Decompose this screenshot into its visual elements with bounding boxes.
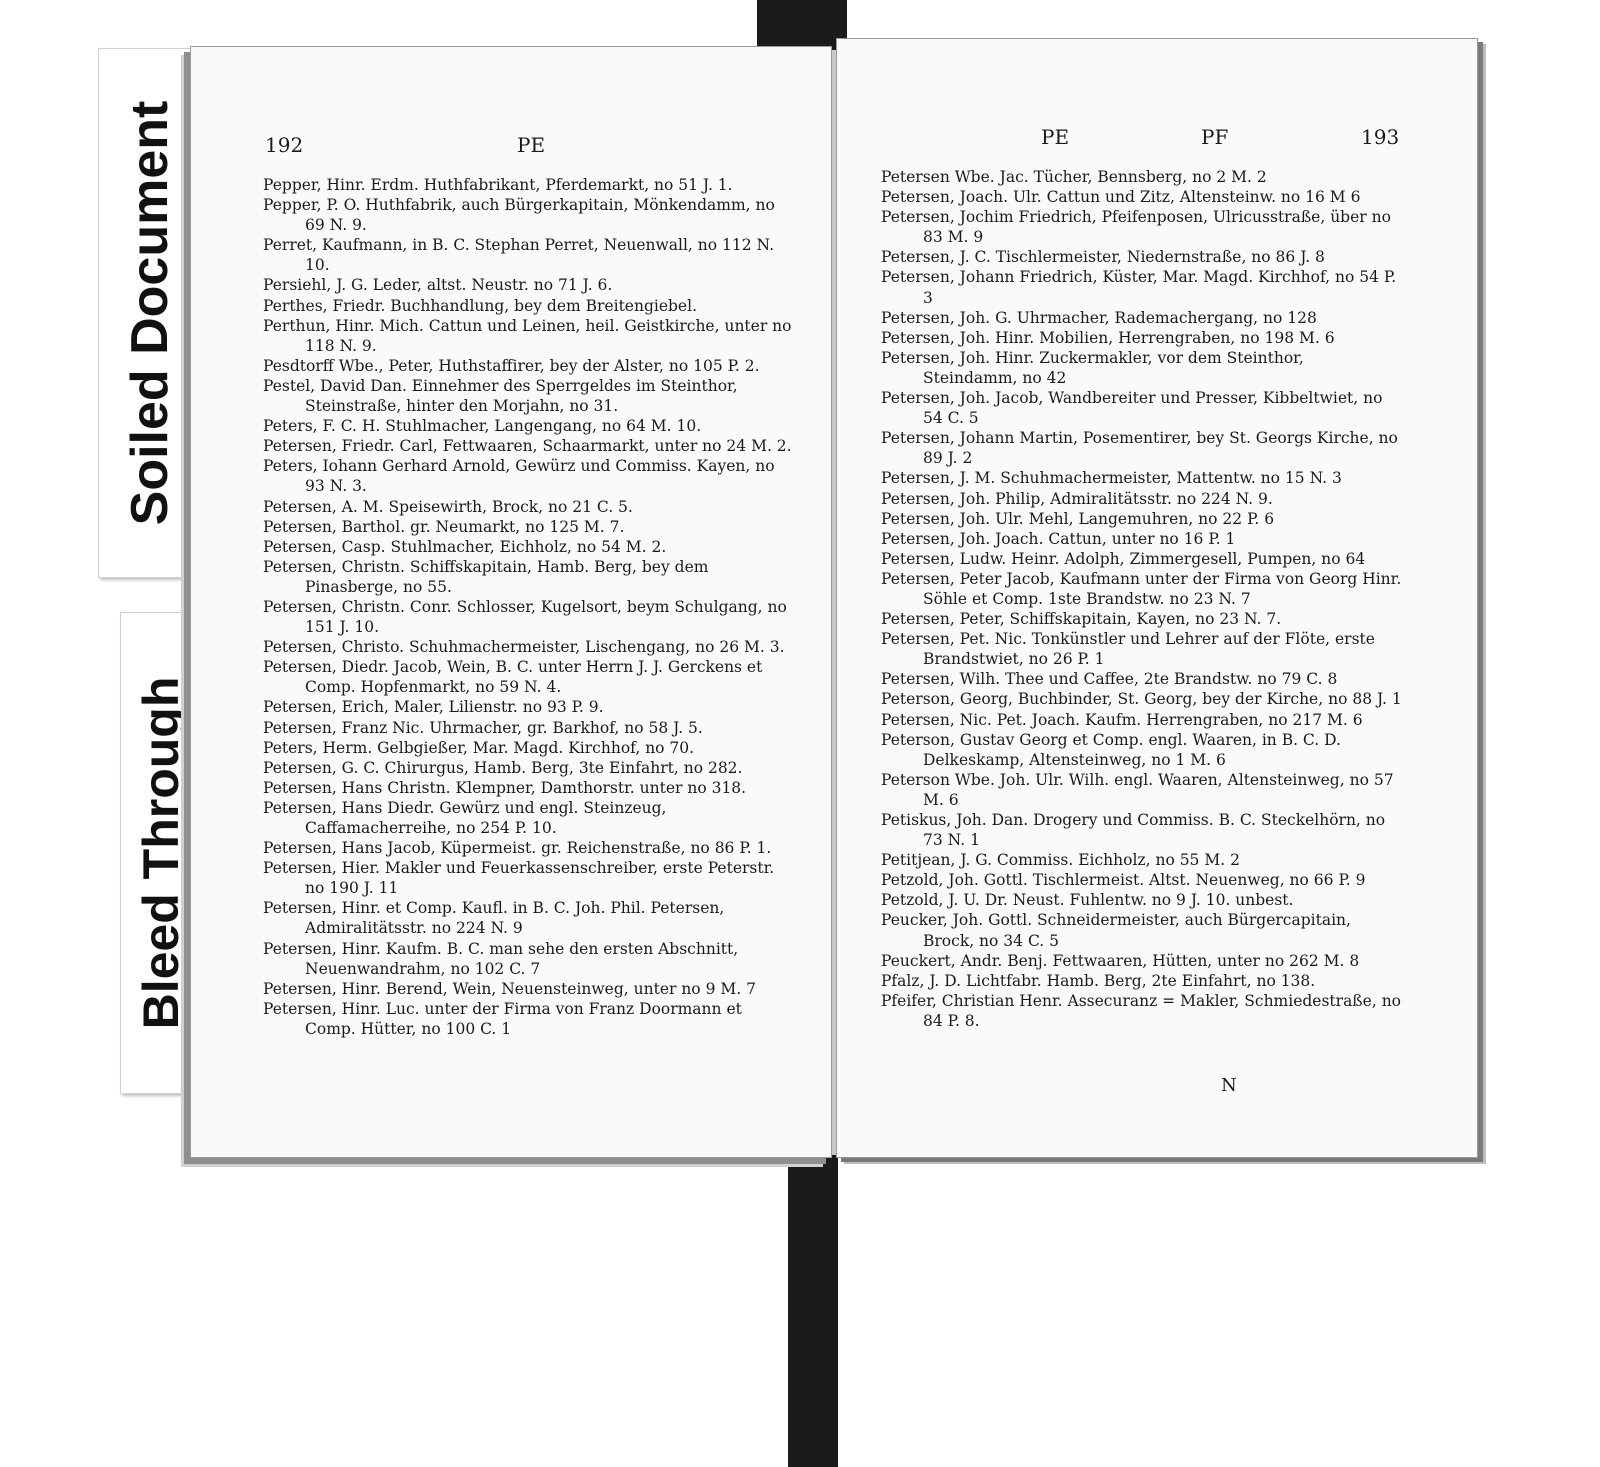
right-page-header: [837, 125, 1477, 155]
directory-entry: Petersen, Hinr. Kaufm. B. C. man sehe den ersten Abschnitt, Neuenwandrahm, no 102 C. 7: [263, 939, 739, 978]
soiled-document-label: Soiled Document: [121, 100, 179, 526]
directory-entry: Pepper, Hinr. Erdm. Huthfabrikant, Pferdemarkt, no 51 J. 1.: [263, 176, 733, 194]
directory-entry: Petersen, Hinr. et Comp. Kaufl. in B. C. Joh. Phil. Petersen, Admiralitätsstr. no 224 N. 9: [263, 899, 725, 938]
directory-entry: Petersen, Wilh. Thee und Caffee, 2te Brandstw. no 79 C. 8: [881, 670, 1338, 689]
directory-entry: Pestel, David Dan. Einnehmer des Sperrgeldes im Steinthor, Steinstraße, hinter den Morjahn, no 31.: [263, 376, 738, 416]
right-directory-entries: [881, 167, 1403, 1031]
directory-entry: Petzold, Joh. Gottl. Tischlermeist. Altst. Neuenweg, no 66 P. 9: [881, 871, 1366, 890]
right-page-heading-left: PE: [1041, 125, 1070, 149]
directory-entry: Petersen, Joh. Jacob, Wandbereiter und Presser, Kibbeltwiet, no 54 C. 5: [881, 389, 1383, 428]
directory-entry: Petersen, Peter, Schiffskapitain, Kayen, no 23 N. 7.: [881, 610, 1282, 629]
directory-entry: Petersen, A. M. Speisewirth, Brock, no 21 C. 5.: [263, 497, 633, 516]
directory-entry: Pfalz, J. D. Lichtfabr. Hamb. Berg, 2te Einfahrt, no 138.: [881, 971, 1316, 990]
left-page: [190, 46, 832, 1158]
right-page-number: 193: [1361, 125, 1400, 149]
left-page-heading: PE: [517, 133, 546, 157]
directory-entry: Petersen, Casp. Stuhlmacher, Eichholz, no 54 M. 2.: [263, 537, 667, 556]
directory-entry: Pfeifer, Christian Henr. Assecuranz = Makler, Schmiedestraße, no 84 P. 8.: [881, 991, 1402, 1030]
directory-entry: Petersen, Pet. Nic. Tonkünstler und Lehrer auf der Flöte, erste Brandstwiet, no 26 P. 1: [881, 630, 1375, 669]
directory-entry: Petersen, Erich, Maler, Lilienstr. no 93 P. 9.: [263, 698, 604, 717]
directory-entry: Petersen, Jochim Friedrich, Pfeifenposen, Ulricusstraße, über no 83 M. 9: [881, 208, 1391, 247]
directory-entry: Petersen, Diedr. Jacob, Wein, B. C. unter Herrn J. J. Gerckens et Comp. Hopfenmarkt, no 59 N. 4.: [263, 658, 763, 697]
catchword: N: [1221, 1075, 1237, 1096]
directory-entry: Peters, Iohann Gerhard Arnold, Gewürz und Commiss. Kayen, no 93 N. 3.: [263, 457, 775, 496]
directory-entry: Petersen, Friedr. Carl, Fettwaaren, Schaarmarkt, unter no 24 M. 2.: [263, 437, 792, 456]
directory-entry: Pesdtorff Wbe., Peter, Huthstaffirer, bey der Alster, no 105 P. 2.: [263, 356, 760, 375]
directory-entry: Peucker, Joh. Gottl. Schneidermeister, auch Bürgercapitain, Brock, no 34 C. 5: [881, 911, 1351, 950]
directory-entry: Petersen, Joh. Philip, Admiralitätsstr. no 224 N. 9.: [881, 489, 1273, 508]
directory-entry: Petersen, G. C. Chirurgus, Hamb. Berg, 3te Einfahrt, no 282.: [263, 758, 743, 777]
directory-entry: Petersen Wbe. Jac. Tücher, Bennsberg, no 2 M. 2: [881, 168, 1267, 186]
left-directory-entries: [263, 175, 793, 1039]
directory-entry: Petersen, Nic. Pet. Joach. Kaufm. Herrengraben, no 217 M. 6: [881, 710, 1363, 729]
right-page-heading-right: PF: [1201, 125, 1229, 149]
directory-entry: Petersen, Hier. Makler und Feuerkassenschreiber, erste Peterstr. no 190 J. 11: [263, 859, 775, 898]
directory-entry: Perthun, Hinr. Mich. Cattun und Leinen, heil. Geistkirche, unter no 118 N. 9.: [263, 316, 792, 355]
directory-entry: Petersen, Ludw. Heinr. Adolph, Zimmergesell, Pumpen, no 64: [881, 549, 1366, 568]
directory-entry: Petersen, Hans Christn. Klempner, Damthorstr. unter no 318.: [263, 778, 747, 797]
directory-entry: Petersen, Peter Jacob, Kaufmann unter der Firma von Georg Hinr. Söhle et Comp. 1ste Brandstw. no 23 N. 7: [881, 569, 1402, 608]
directory-entry: Perthes, Friedr. Buchhandlung, bey dem Breitengiebel.: [263, 296, 697, 315]
directory-entry: Perret, Kaufmann, in B. C. Stephan Perret, Neuenwall, no 112 N. 10.: [263, 236, 775, 275]
directory-entry: Petersen, Christo. Schuhmachermeister, Lischengang, no 26 M. 3.: [263, 638, 785, 657]
directory-entry: Peuckert, Andr. Benj. Fettwaaren, Hütten, unter no 262 M. 8: [881, 951, 1360, 970]
directory-entry: Petersen, Hinr. Berend, Wein, Neuensteinweg, unter no 9 M. 7: [263, 979, 756, 998]
directory-entry: Petersen, Johann Friedrich, Küster, Mar. Magd. Kirchhof, no 54 P. 3: [881, 268, 1397, 307]
directory-entry: Petersen, Joach. Ulr. Cattun und Zitz, Altensteinw. no 16 M 6: [881, 188, 1361, 207]
left-page-number: 192: [265, 133, 304, 157]
directory-entry: Petersen, Joh. Hinr. Zuckermakler, vor dem Steinthor, Steindamm, no 42: [881, 348, 1304, 387]
directory-entry: Petersen, Joh. Ulr. Mehl, Langemuhren, no 22 P. 6: [881, 509, 1275, 528]
directory-entry: Peterson, Georg, Buchbinder, St. Georg, bey der Kirche, no 88 J. 1: [881, 690, 1402, 709]
directory-entry: Petersen, Joh. Hinr. Mobilien, Herrengraben, no 198 M. 6: [881, 328, 1335, 347]
directory-entry: Peterson, Gustav Georg et Comp. engl. Waaren, in B. C. D. Delkeskamp, Altensteinweg, no 1 M. 6: [881, 730, 1341, 769]
directory-entry: Petersen, J. C. Tischlermeister, Niedernstraße, no 86 J. 8: [881, 248, 1325, 267]
directory-entry: Petersen, Johann Martin, Posementirer, bey St. Georgs Kirche, no 89 J. 2: [881, 429, 1398, 468]
directory-entry: Petersen, Christn. Schiffskapitain, Hamb. Berg, bey dem Pinasberge, no 55.: [263, 557, 709, 596]
right-page: [836, 38, 1478, 1158]
directory-entry: Petersen, Hinr. Luc. unter der Firma von Franz Doormann et Comp. Hütter, no 100 C. 1: [263, 999, 742, 1038]
directory-entry: Pepper, P. O. Huthfabrik, auch Bürgerkapitain, Mönkendamm, no 69 N. 9.: [263, 196, 775, 235]
directory-entry: Petersen, Joh. Joach. Cattun, unter no 16 P. 1: [881, 529, 1236, 548]
directory-entry: Petersen, J. M. Schuhmachermeister, Mattentw. no 15 N. 3: [881, 469, 1342, 488]
directory-entry: Petzold, J. U. Dr. Neust. Fuhlentw. no 9 J. 10. unbest.: [881, 891, 1294, 910]
soiled-document-tag: [98, 48, 202, 578]
directory-entry: Petersen, Hans Diedr. Gewürz und engl. Steinzeug, Caffamacherreihe, no 254 P. 10.: [263, 798, 667, 837]
directory-entry: Peters, F. C. H. Stuhlmacher, Langengang, no 64 M. 10.: [263, 417, 702, 436]
directory-entry: Petersen, Barthol. gr. Neumarkt, no 125 M. 7.: [263, 517, 625, 536]
binding-strip-bottom: [788, 1150, 838, 1467]
directory-entry: Petiskus, Joh. Dan. Drogery und Commiss. B. C. Steckelhörn, no 73 N. 1: [881, 811, 1386, 850]
directory-entry: Petersen, Franz Nic. Uhrmacher, gr. Barkhof, no 58 J. 5.: [263, 718, 703, 737]
bleed-through-label: Bleed Through: [133, 676, 189, 1030]
directory-entry: Peterson Wbe. Joh. Ulr. Wilh. engl. Waaren, Altensteinweg, no 57 M. 6: [881, 770, 1394, 809]
directory-entry: Persiehl, J. G. Leder, altst. Neustr. no 71 J. 6.: [263, 276, 613, 295]
directory-entry: Petersen, Joh. G. Uhrmacher, Rademachergang, no 128: [881, 308, 1317, 327]
directory-entry: Petersen, Christn. Conr. Schlosser, Kugelsort, beym Schulgang, no 151 J. 10.: [263, 597, 787, 637]
directory-entry: Petitjean, J. G. Commiss. Eichholz, no 55 M. 2: [881, 851, 1240, 870]
left-page-header: [191, 133, 831, 163]
directory-entry: Petersen, Hans Jacob, Küpermeist. gr. Reichenstraße, no 86 P. 1.: [263, 839, 772, 858]
directory-entry: Peters, Herm. Gelbgießer, Mar. Magd. Kirchhof, no 70.: [263, 738, 695, 757]
